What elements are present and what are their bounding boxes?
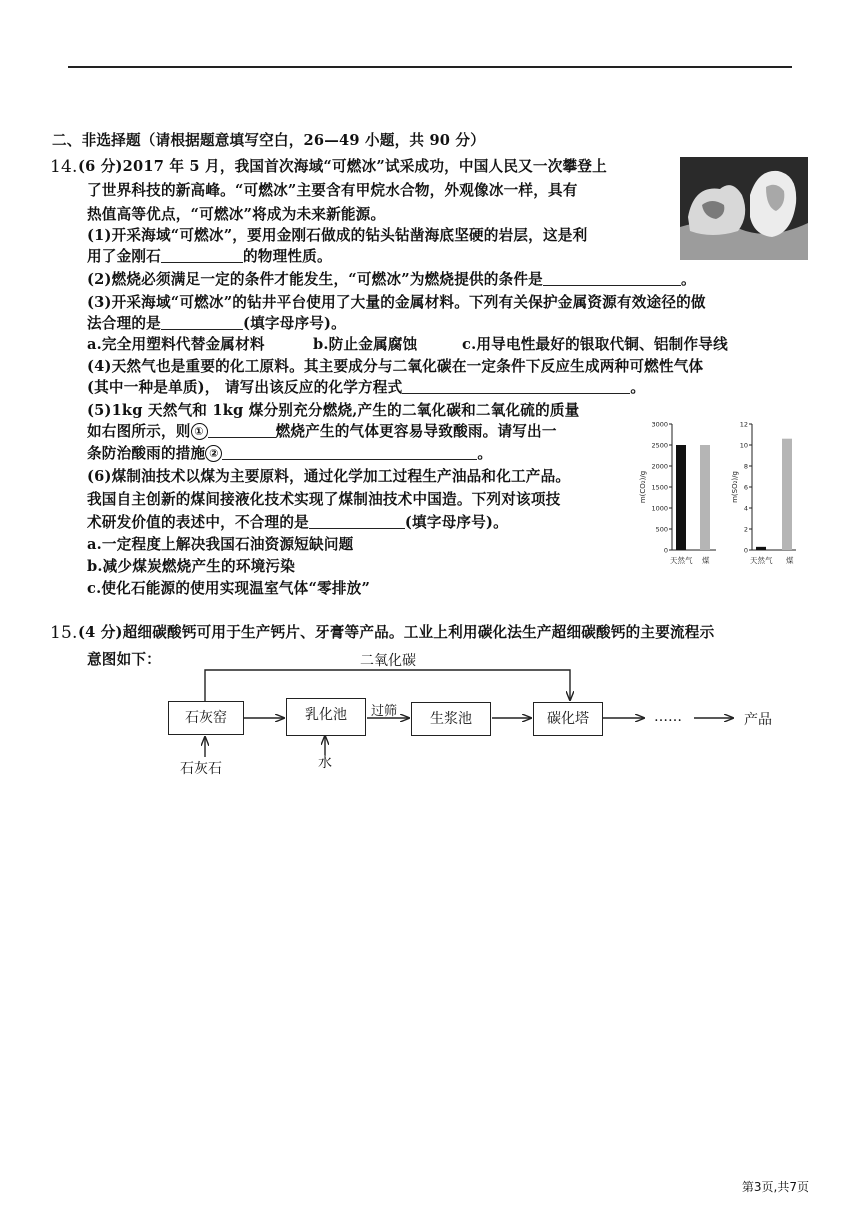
x-category-label: 煤 bbox=[786, 556, 794, 565]
y-axis-label: m(CO₂)/g bbox=[639, 470, 647, 504]
q14-part6-option-c: c.使化石能源的使用实现温室气体“零排放” bbox=[87, 580, 371, 597]
q14-part6-text-b: (填字母序号)。 bbox=[404, 514, 508, 531]
q14-part4-line1: (4)天然气也是重要的化工原料。其主要成分与二氧化碳在一定条件下反应生成两种可燃性气体 bbox=[87, 358, 704, 375]
q14-part5-text-d: 。 bbox=[477, 445, 493, 462]
x-category-label: 天然气 bbox=[670, 556, 693, 565]
y-tick-label: 2 bbox=[743, 525, 748, 534]
q14-part6-line1: (6)煤制油技术以煤为主要原料，通过化学加工过程生产油品和化工产品。 bbox=[87, 468, 571, 485]
y-tick-label: 10 bbox=[739, 441, 748, 450]
q14-part6-line2: 我国自主创新的煤间接液化技术实现了煤制油技术中国造。下列对该项技 bbox=[87, 491, 561, 508]
q15-line2: 意图如下： bbox=[87, 651, 161, 668]
y-tick-label: 8 bbox=[743, 462, 748, 471]
water-label: 水 bbox=[318, 755, 332, 771]
q14-intro-line3: 热值高等优点，“可燃冰”将成为未来新能源。 bbox=[87, 206, 386, 223]
y-tick-label: 0 bbox=[743, 546, 748, 555]
y-tick-label: 0 bbox=[663, 546, 668, 555]
q14-part5-line1: (5)1kg 天然气和 1kg 煤分别充分燃烧,产生的二氧化碳和二氧化硫的质量 bbox=[87, 402, 580, 419]
x-category-label: 天然气 bbox=[750, 556, 773, 565]
box-lime-kiln: 石灰窑 bbox=[168, 701, 244, 735]
y-tick-label: 2000 bbox=[651, 462, 668, 471]
q14-part3-option-a: a.完全用塑料代替金属材料 bbox=[87, 336, 265, 353]
q15-line1: (4 分)超细碳酸钙可用于生产钙片、牙膏等产品。工业上利用碳化法生产超细碳酸钙的主要流程示 bbox=[78, 624, 715, 641]
flow-ellipsis: …… bbox=[654, 709, 682, 725]
y-tick-label: 1500 bbox=[651, 483, 668, 492]
filter-label: 过筛 bbox=[371, 704, 398, 719]
q14-part3-line1: (3)开采海域“可燃冰”的钻井平台使用了大量的金属材料。下列有关保护金属资源有效途径的做 bbox=[87, 294, 706, 311]
box-emulsion-tank: 乳化池 bbox=[286, 698, 366, 736]
q14-part3-text-b: (填字母序号)。 bbox=[242, 315, 346, 332]
y-tick-label: 3000 bbox=[651, 420, 668, 429]
q14-part5-text-a: 如右图所示，则 bbox=[87, 423, 191, 440]
limestone-label: 石灰石 bbox=[180, 761, 222, 777]
q14-part5-text-b: 燃烧产生的气体更容易导致酸雨。请写出一 bbox=[275, 423, 557, 440]
y-tick-label: 500 bbox=[655, 525, 668, 534]
y-tick-label: 12 bbox=[739, 420, 748, 429]
q14-part3-text-a: 法合理的是 bbox=[87, 315, 161, 332]
y-tick-label: 2500 bbox=[651, 441, 668, 450]
page-footer: 第3页,共7页 bbox=[741, 1180, 809, 1194]
q14-intro-line1: (6 分)2017 年 5 月，我国首次海域“可燃冰”试采成功，中国人民又一次攀登上 bbox=[78, 158, 607, 175]
product-label: 产品 bbox=[744, 712, 772, 728]
q14-part5-text-c: 条防治酸雨的措施 bbox=[87, 445, 206, 462]
y-tick-label: 6 bbox=[743, 483, 748, 492]
q14-part4-text-a: (其中一种是单质)， 请写出该反应的化学方程式 bbox=[87, 379, 403, 396]
q15-number: 15. bbox=[50, 623, 78, 643]
q14-part6-text-a: 术研发价值的表述中，不合理的是 bbox=[87, 514, 309, 531]
q14-part1-text-a: 用了金刚石 bbox=[87, 248, 161, 265]
q14-part6-option-b: b.减少煤炭燃烧产生的环境污染 bbox=[87, 558, 296, 575]
section-heading: 二、非选择题（请根据题意填写空白，26—49 小题，共 90 分） bbox=[52, 132, 486, 149]
co2-flow-label: 二氧化碳 bbox=[360, 653, 416, 669]
box-carbonation-tower: 碳化塔 bbox=[533, 702, 603, 736]
q14-part2-text-a: (2)燃烧必须满足一定的条件才能发生，“可燃冰”为燃烧提供的条件是 bbox=[87, 271, 543, 288]
circle-mark-1: ① bbox=[191, 423, 208, 440]
q14-part3-option-b: b.防止金属腐蚀 bbox=[313, 336, 418, 353]
x-category-label: 煤 bbox=[702, 556, 710, 565]
q14-intro-line2: 了世界科技的新高峰。“可燃冰”主要含有甲烷水合物，外观像冰一样，具有 bbox=[87, 182, 578, 199]
q14-part3-option-c: c.用导电性最好的银取代铜、铝制作导线 bbox=[462, 336, 728, 353]
q14-part4-text-b: 。 bbox=[630, 379, 646, 396]
y-tick-label: 1000 bbox=[651, 504, 668, 513]
q14-part1-text-b: 的物理性质。 bbox=[242, 248, 332, 265]
y-axis-label: m(SO₂)/g bbox=[731, 471, 739, 503]
y-tick-label: 4 bbox=[743, 504, 748, 513]
circle-mark-2: ② bbox=[205, 445, 222, 462]
q14-part2-text-b: 。 bbox=[680, 271, 696, 288]
q14-part1-line1: (1)开采海域“可燃冰”，要用金刚石做成的钻头钻凿海底坚硬的岩层，这是利 bbox=[87, 227, 588, 244]
q14-number: 14. bbox=[50, 157, 78, 177]
box-slurry-tank: 生浆池 bbox=[411, 702, 491, 736]
q14-part6-option-a: a.一定程度上解决我国石油资源短缺问题 bbox=[87, 536, 354, 553]
